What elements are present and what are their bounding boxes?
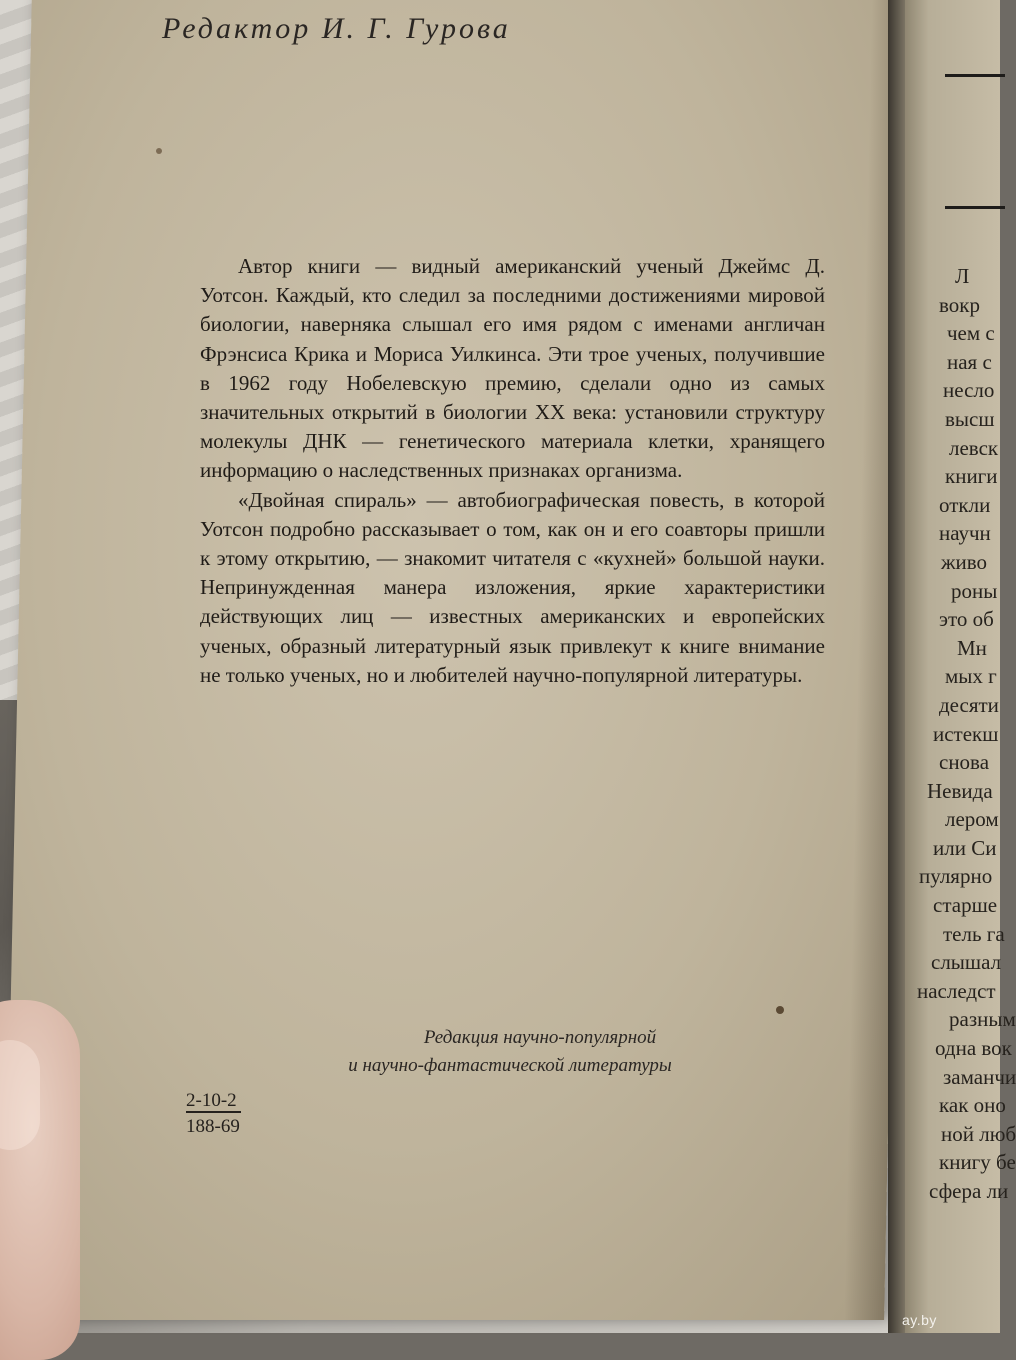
right-page-line: Невида: [927, 778, 993, 803]
right-page-line: книгу бе: [939, 1150, 1016, 1175]
right-page-line: несло: [943, 378, 995, 403]
thumbnail-highlight: [0, 1040, 40, 1150]
annotation-paragraph: «Двойная спираль» — автобиографическая повесть, в которой Уотсон подробно рассказывает о том, как он и его соавторы пришли к этому открытию, — знакомит читателя с «кухней» большой науки. Непринужденная манера изложения, яркие характеристики действующих лиц — известных американских и европейских ученых, образный литературный язык привлекут к книге внимание не только ученых, но и любителей научно-популярной литературы.: [200, 487, 825, 687]
paper-stain: [156, 148, 162, 154]
right-page-rule-top: [945, 74, 1005, 77]
right-page-line: живо: [941, 549, 988, 574]
right-page-line: ная с: [947, 349, 992, 374]
right-page-line: левск: [949, 435, 999, 460]
catalog-code-numerator: 2-10-2: [186, 1090, 241, 1113]
right-page-line: снова: [939, 750, 990, 775]
annotation-paragraph: Автор книги — видный американский ученый Джеймс Д. Уотсон. Каждый, кто следил за последними достижениями мировой биологии, наверняка слышал его имя рядом с именами англичан Фрэнсиса Крика и Мориса Уилкинса. Эти трое ученых, получившие в 1962 году Нобелевскую премию, сделали одно из самых значительных открытий в биологии XX века: установили структуру молекулы ДНК — генетического материала клетки, хранящего информацию о наследственных признаках организма.: [200, 254, 825, 483]
right-page-rule-bottom: [945, 206, 1005, 209]
right-page-line: или Си: [933, 835, 997, 860]
watermark: ay.by: [902, 1312, 937, 1328]
right-page-text: [905, 262, 1016, 1206]
book-annotation: [200, 252, 825, 690]
right-page-line: Л: [955, 264, 970, 288]
editor-credit: Редактор И. Г. Гурова: [162, 12, 511, 45]
catalog-code: [186, 1088, 241, 1140]
right-page-line: Мн: [957, 635, 987, 660]
publisher-imprint: [300, 1024, 720, 1080]
imprint-line: и научно-фантастической литературы: [348, 1055, 672, 1076]
right-page-line: вокр: [939, 292, 980, 317]
right-page-line: чем с: [947, 321, 995, 346]
right-page-line: откли: [939, 492, 991, 517]
right-page-line: старше: [933, 893, 998, 918]
right-page: [905, 0, 1016, 1333]
right-page-line: разным: [949, 1007, 1016, 1032]
paper-stain: [776, 1006, 784, 1014]
right-page-line: это об: [939, 607, 994, 632]
right-page-line: научн: [939, 521, 991, 546]
imprint-line: Редакция научно-популярной: [423, 1027, 657, 1048]
right-page-line: десяти: [939, 692, 999, 717]
right-page-line: наследст: [917, 978, 996, 1003]
right-page-line: тель га: [943, 921, 1005, 946]
right-page-line: книги: [945, 464, 998, 489]
right-page-line: лером: [945, 807, 999, 832]
right-page-line: истекш: [933, 721, 999, 746]
right-page-line: мых г: [945, 664, 997, 689]
right-page-line: ной люб: [941, 1121, 1016, 1146]
right-page-line: сфера ли: [929, 1179, 1009, 1203]
right-page-line: пулярно: [919, 864, 993, 889]
right-page-line: высш: [945, 406, 995, 431]
right-page-line: роны: [951, 578, 998, 603]
right-page-line: как оно: [939, 1093, 1006, 1118]
catalog-code-denominator: 188-69: [186, 1116, 240, 1137]
right-page-line: заманчи: [943, 1064, 1016, 1089]
right-page-line: слышал: [931, 950, 1002, 975]
right-page-line: одна вок: [935, 1036, 1012, 1061]
